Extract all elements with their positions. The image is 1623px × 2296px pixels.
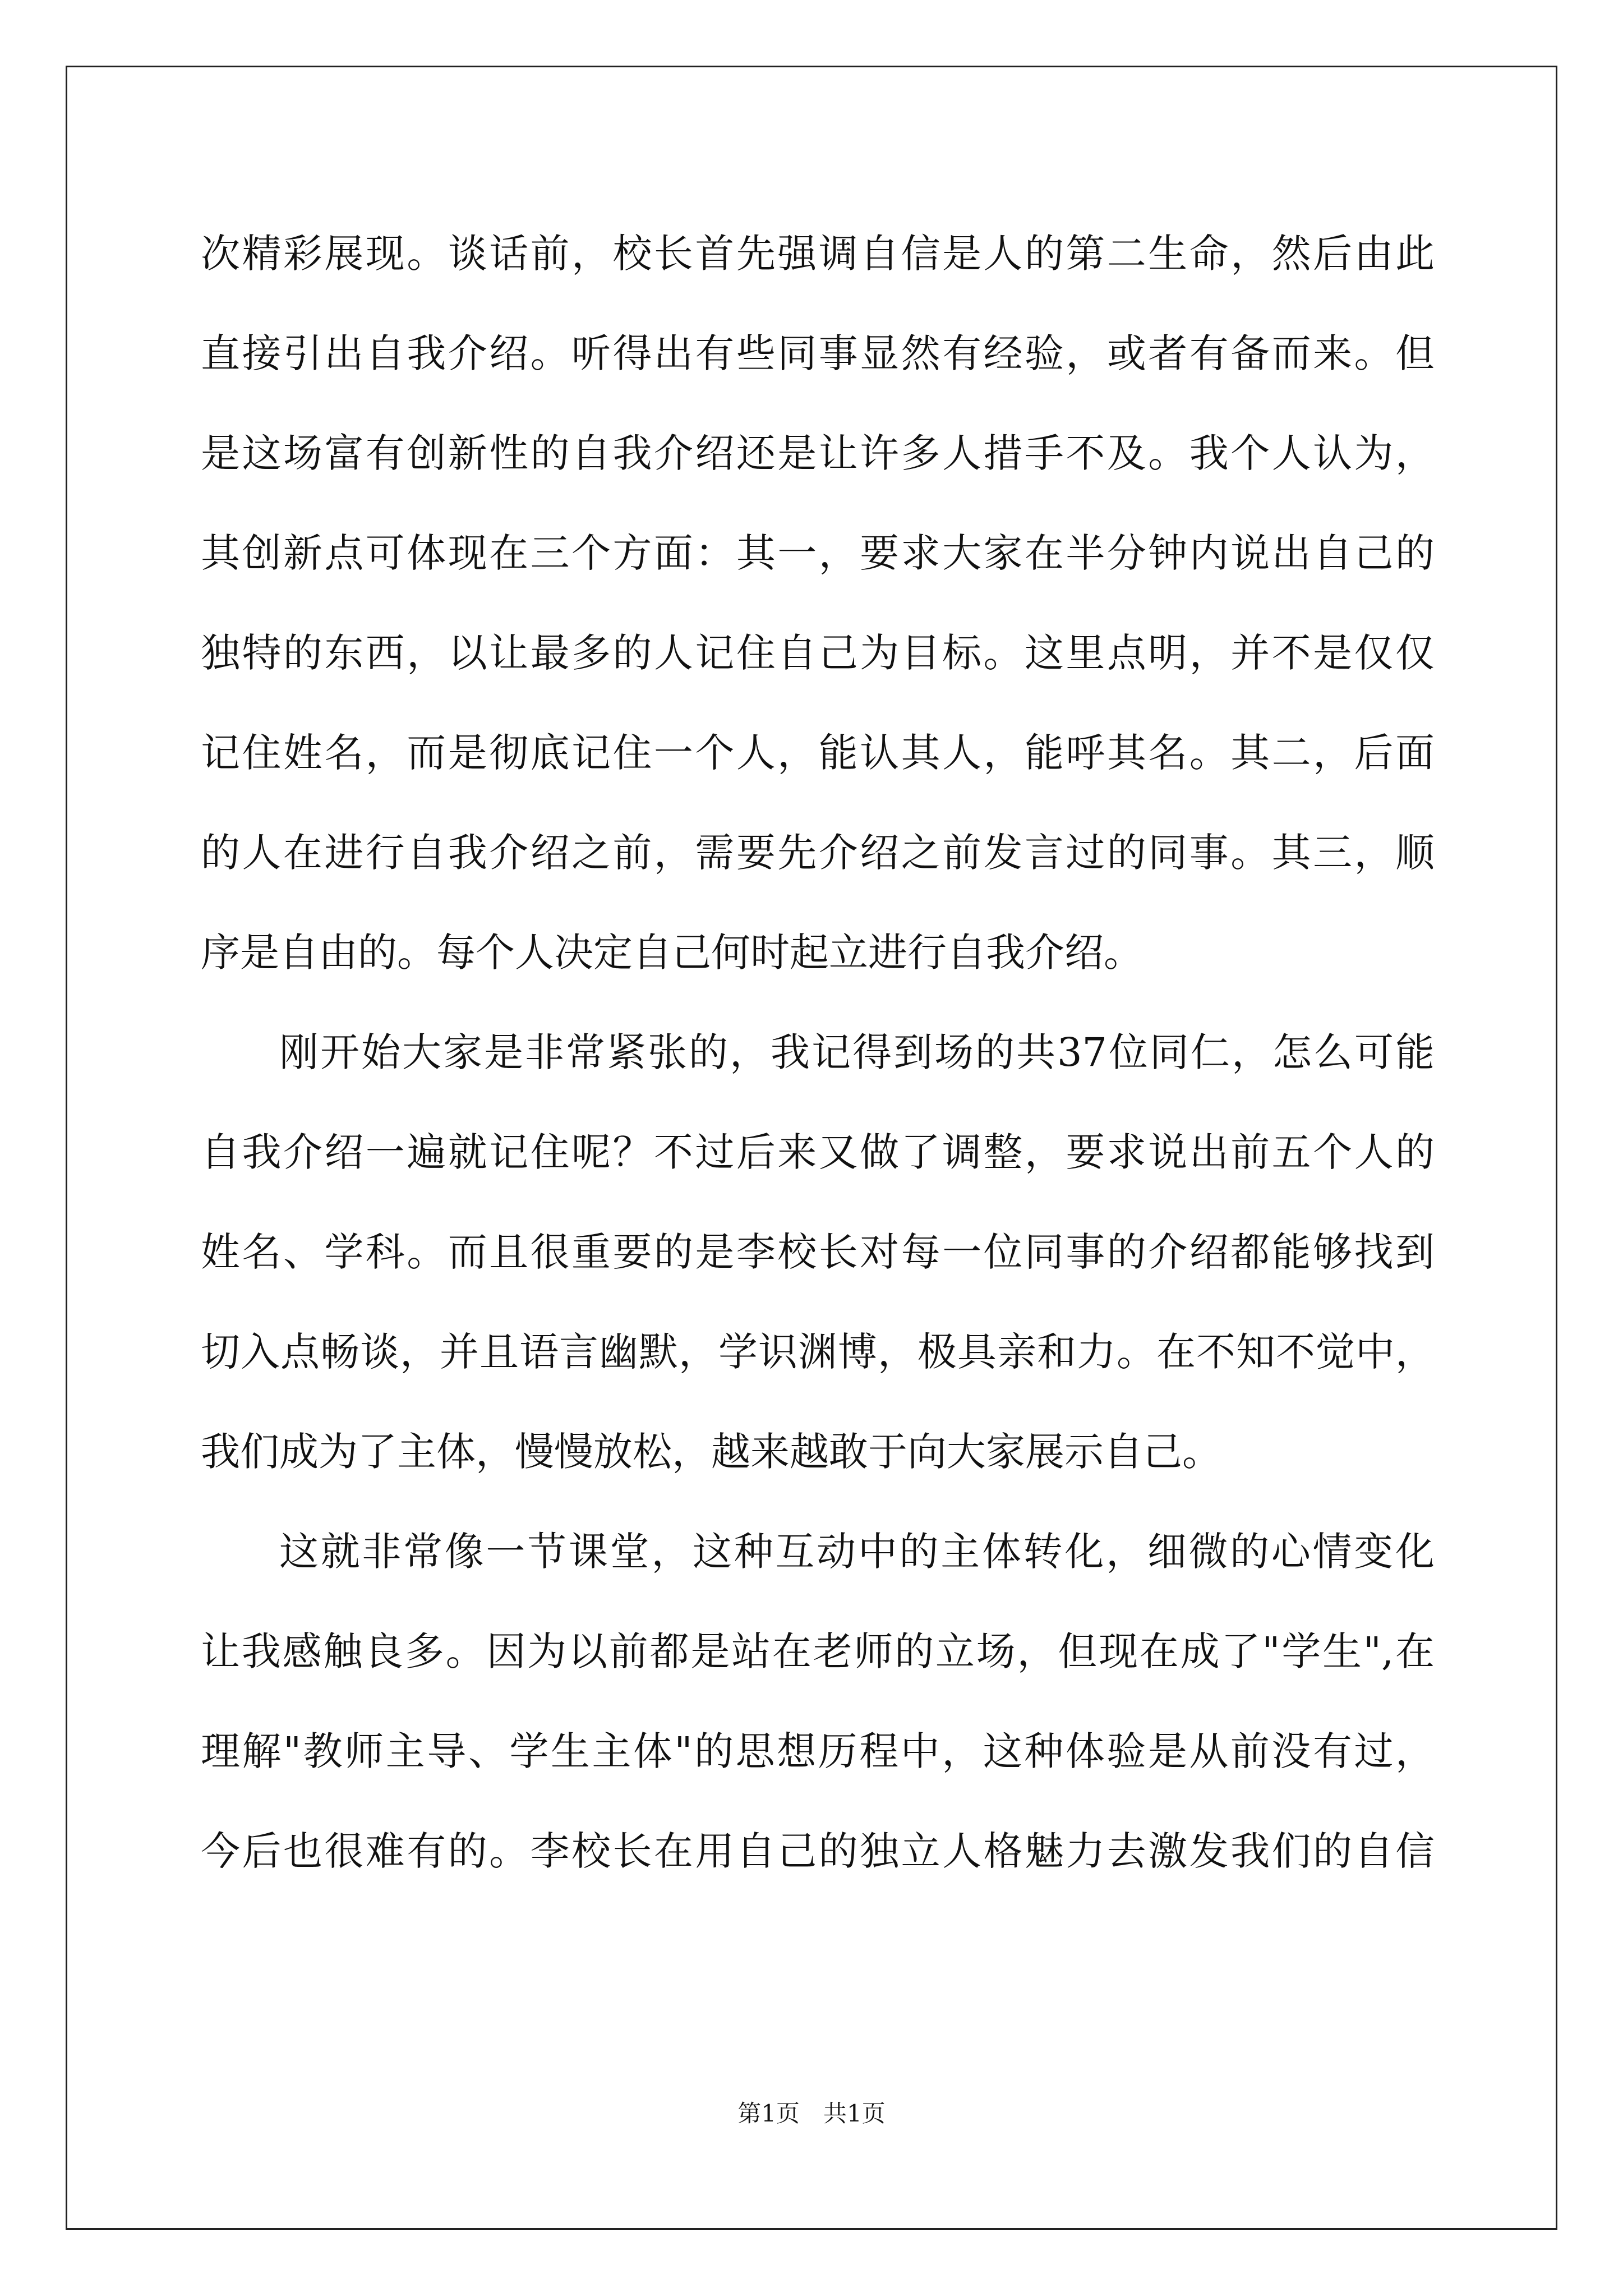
text-line: 记住姓名，而是彻底记住一个人，能认其人，能呼其名。其二，后面: [201, 730, 1435, 776]
text-line: 是这场富有创新性的自我介绍还是让许多人措手不及。我个人认为，: [201, 430, 1435, 476]
text-line: 姓名、学科。而且很重要的是李校长对每一位同事的介绍都能够找到: [201, 1229, 1435, 1275]
document-body: [201, 220, 1435, 1917]
text-line: 次精彩展现。谈话前，校长首先强调自信是人的第二生命，然后由此: [201, 231, 1435, 277]
page-footer: 第1页 共1页: [737, 2100, 886, 2127]
text-line: 我们成为了主体，慢慢放松，越来越敢于向大家展示自己。: [201, 1429, 1221, 1475]
text-line: 切入点畅谈，并且语言幽默，学识渊博，极具亲和力。在不知不觉中，: [201, 1329, 1435, 1375]
text-line: 这就非常像一节课堂，这种互动中的主体转化，细微的心情变化: [279, 1529, 1435, 1575]
text-line: 刚开始大家是非常紧张的，我记得到场的共37位同仁，怎么可能: [279, 1029, 1435, 1075]
text-line: 的人在进行自我介绍之前，需要先介绍之前发言过的同事。其三，顺: [201, 830, 1435, 876]
text-line: 独特的东西，以让最多的人记住自己为目标。这里点明，并不是仅仅: [201, 630, 1435, 676]
text-line: 自我介绍一遍就记住呢？不过后来又做了调整，要求说出前五个人的: [201, 1129, 1435, 1175]
text-line: 今后也很难有的。李校长在用自己的独立人格魅力去激发我们的自信: [201, 1828, 1435, 1874]
text-line: 直接引出自我介绍。听得出有些同事显然有经验，或者有备而来。但: [201, 330, 1435, 376]
text-line: 让我感触良多。因为以前都是站在老师的立场，但现在成了"学生",在: [201, 1628, 1435, 1674]
text-line: 理解"教师主导、学生主体"的思想历程中，这种体验是从前没有过，: [201, 1728, 1435, 1774]
text-line: 序是自由的。每个人决定自己何时起立进行自我介绍。: [201, 930, 1143, 976]
text-line: 其创新点可体现在三个方面：其一，要求大家在半分钟内说出自己的: [201, 530, 1435, 576]
